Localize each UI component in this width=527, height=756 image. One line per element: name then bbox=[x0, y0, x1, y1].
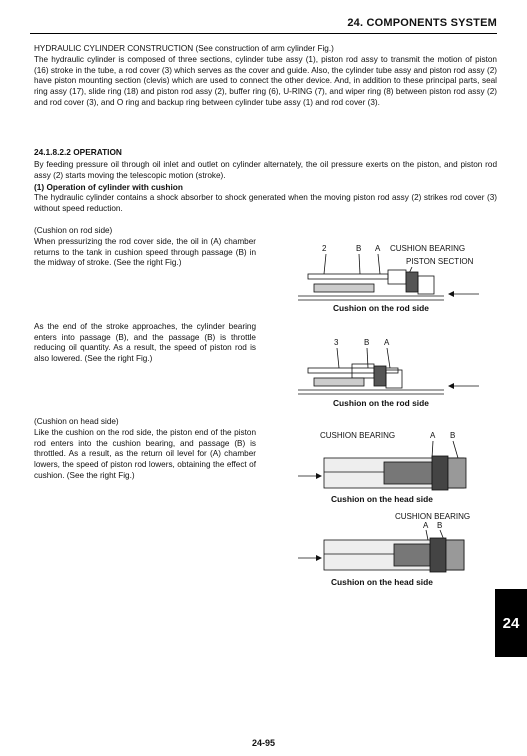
head-side-title: (Cushion on head side) bbox=[34, 417, 119, 426]
fig4-label-cushion-bearing: CUSHION BEARING bbox=[395, 512, 471, 521]
fig1-label-cushion-bearing: CUSHION BEARING bbox=[390, 244, 466, 253]
fig3-caption: Cushion on the head side bbox=[331, 494, 433, 504]
fig2-label-3: 3 bbox=[334, 338, 339, 347]
figure-rod-side-1 bbox=[294, 240, 484, 306]
fig4-caption: Cushion on the head side bbox=[331, 577, 433, 587]
rod-side-text-2: As the end of the stroke approaches, the cylinder bearing enters into passage (B), and the passage (B) is throttle reducing oil quantity. As a result, the speed of piston rod is also lowered. (See the right Fig.) bbox=[34, 322, 256, 364]
fig4-label-a: A bbox=[423, 521, 429, 530]
figure-head-side-1 bbox=[294, 428, 484, 494]
figure-rod-side-2 bbox=[294, 334, 484, 400]
rod-side-text-1: When pressurizing the rod cover side, the oil in (A) chamber returns to the tank in cushion speed through passage (B) in the midway of stroke. (See the right Fig.) bbox=[34, 237, 256, 268]
intro-body: The hydraulic cylinder is composed of three sections, cylinder tube assy (1), piston rod assy to transmit the motion of piston (16) stroke in the tube, a rod cover (3) which serves as the cover and guide. Also, the cylinder tube assy and piston rod assy (2) have piston mounting section (clevis) which are used to connect the other device. And, in addition to these principal parts, seal ring assy (17), slide ring (18) and piston rod assy (2), buffer ring (6), U-RING (7), and wiper ring (8) between piston rod assy (2) and rod cover (3), and O ring and backup ring between cylinder tube assy (1) and rod cover (3). bbox=[34, 55, 497, 107]
fig1-label-2: 2 bbox=[322, 244, 327, 253]
rod-side-title: (Cushion on rod side) bbox=[34, 226, 113, 235]
fig4-label-b: B bbox=[437, 521, 443, 530]
header-rule bbox=[30, 33, 497, 34]
operation-subbody: The hydraulic cylinder contains a shock absorber to shock generated when the moving piston rod assy (2) strikes rod cover (3) without speed reduction. bbox=[34, 193, 497, 213]
fig1-label-piston-section: PISTON SECTION bbox=[406, 257, 474, 266]
fig1-label-b: B bbox=[356, 244, 362, 253]
fig1-caption: Cushion on the rod side bbox=[333, 303, 429, 313]
fig2-label-a: A bbox=[384, 338, 390, 347]
fig2-label-b: B bbox=[364, 338, 370, 347]
fig2-caption: Cushion on the rod side bbox=[333, 398, 429, 408]
page-header-title: 24. COMPONENTS SYSTEM bbox=[347, 17, 497, 29]
operation-subheading: (1) Operation of cylinder with cushion bbox=[34, 182, 183, 192]
figure-head-side-2 bbox=[294, 510, 484, 576]
head-side-text: Like the cushion on the rod side, the piston end of the piston rod enters into the cushion bearing, and passage (B) is throttled. As a result, as the return oil level for (A) chamber lowers, the speed of piston rod lowers, obtaining the effect of cushion. (See the right Fig.) bbox=[34, 428, 256, 480]
operation-body: By feeding pressure oil through oil inlet and outlet on cylinder alternately, the oil pressure exerts on the piston, and piston rod assy (2) starts moving the telescopic motion (stroke). bbox=[34, 160, 497, 180]
intro-heading: HYDRAULIC CYLINDER CONSTRUCTION (See construction of arm cylinder Fig.) bbox=[34, 44, 334, 53]
fig1-label-a: A bbox=[375, 244, 381, 253]
chapter-tab: 24 bbox=[495, 589, 527, 657]
fig3-label-cushion-bearing: CUSHION BEARING bbox=[320, 431, 396, 440]
operation-heading: 24.1.8.2.2 OPERATION bbox=[34, 147, 122, 157]
page-number: 24-95 bbox=[251, 738, 276, 748]
fig3-label-b: B bbox=[450, 431, 456, 440]
fig3-label-a: A bbox=[430, 431, 436, 440]
